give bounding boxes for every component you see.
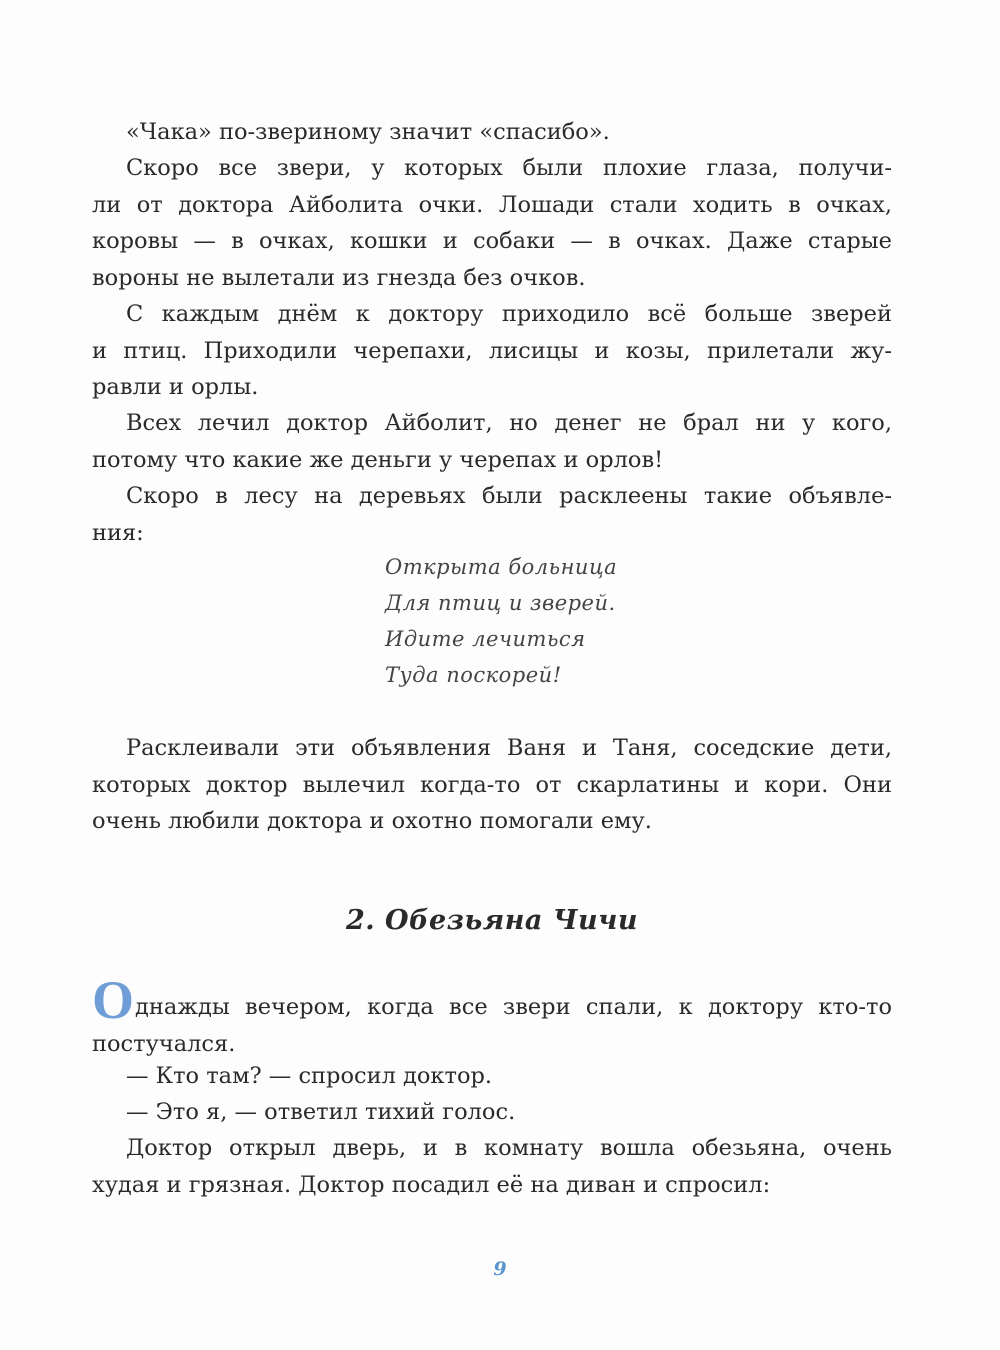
- text-line: ли от доктора Айболита очки. Лошади стали ходить в очках,: [92, 191, 892, 218]
- poem-line: Открыта больница: [385, 555, 618, 579]
- text-line: вороны не вылетали из гнезда без очков.: [92, 264, 586, 291]
- book-page: [92, 0, 892, 1350]
- text-line: [92, 970, 892, 1030]
- text-line: С каждым днём к доктору приходило всё больше зверей: [126, 301, 892, 327]
- paragraph-more-animals: [92, 296, 892, 406]
- text-line: Всех лечил доктор Айболит, но денег не брал ни у кого,: [126, 410, 892, 436]
- text-line: худая и грязная. Доктор посадил её на диван и спросил:: [92, 1171, 771, 1198]
- text-line: коровы — в очках, кошки и собаки — в очках. Даже старые: [92, 228, 892, 254]
- paragraph-glasses: [92, 150, 892, 296]
- text-line: Расклеивали эти объявления Ваня и Таня, соседские дети,: [126, 735, 892, 761]
- text-line: очень любили доктора и охотно помогали ему.: [92, 808, 652, 834]
- paragraph-chaka: [92, 114, 892, 151]
- paragraph-vanya-tanya: [92, 730, 892, 840]
- page-number: 9: [493, 1258, 507, 1280]
- paragraph-no-money: [92, 405, 892, 478]
- dialogue-its-me: [92, 1094, 892, 1131]
- text-line: Доктор открыл дверь, и в комнату вошла обезьяна, очень: [126, 1135, 892, 1161]
- text-line: которых доктор вылечил когда-то от скарлатины и кори. Они: [92, 771, 892, 798]
- chapter-title: 2. Обезьяна Чичи: [345, 905, 639, 936]
- paragraph-announcements: [92, 478, 892, 551]
- text-line: — Это я, — ответил тихий голос.: [126, 1099, 516, 1125]
- paragraph-chapter-opening: [92, 970, 892, 1062]
- poem-line: Идите лечиться: [385, 627, 586, 651]
- poem-line: Для птиц и зверей.: [385, 591, 616, 615]
- text-line: потому что какие же деньги у черепах и орлов!: [92, 446, 664, 473]
- text-line: Скоро все звери, у которых были плохие глаза, получи-: [126, 155, 892, 181]
- text-line: ния:: [92, 519, 144, 546]
- dialogue-who: [92, 1058, 892, 1095]
- text-line: равли и орлы.: [92, 374, 259, 400]
- text-line: постучался.: [92, 1030, 236, 1057]
- text-line: Скоро в лесу на деревьях были расклеены такие объявле-: [126, 483, 892, 509]
- poem-announcement: [385, 549, 617, 693]
- text-line: и птиц. Приходили черепахи, лисицы и козы, прилетали жу-: [92, 337, 892, 364]
- poem-line: Туда поскорей!: [385, 663, 562, 687]
- text-line: «Чака» по-звериному значит «спасибо».: [126, 119, 610, 145]
- first-line-text: днажды вечером, когда все звери спали, к доктору кто-то: [135, 994, 892, 1020]
- paragraph-monkey-enters: [92, 1130, 892, 1203]
- text-line: — Кто там? — спросил доктор.: [126, 1063, 493, 1089]
- drop-cap: О: [92, 970, 135, 1030]
